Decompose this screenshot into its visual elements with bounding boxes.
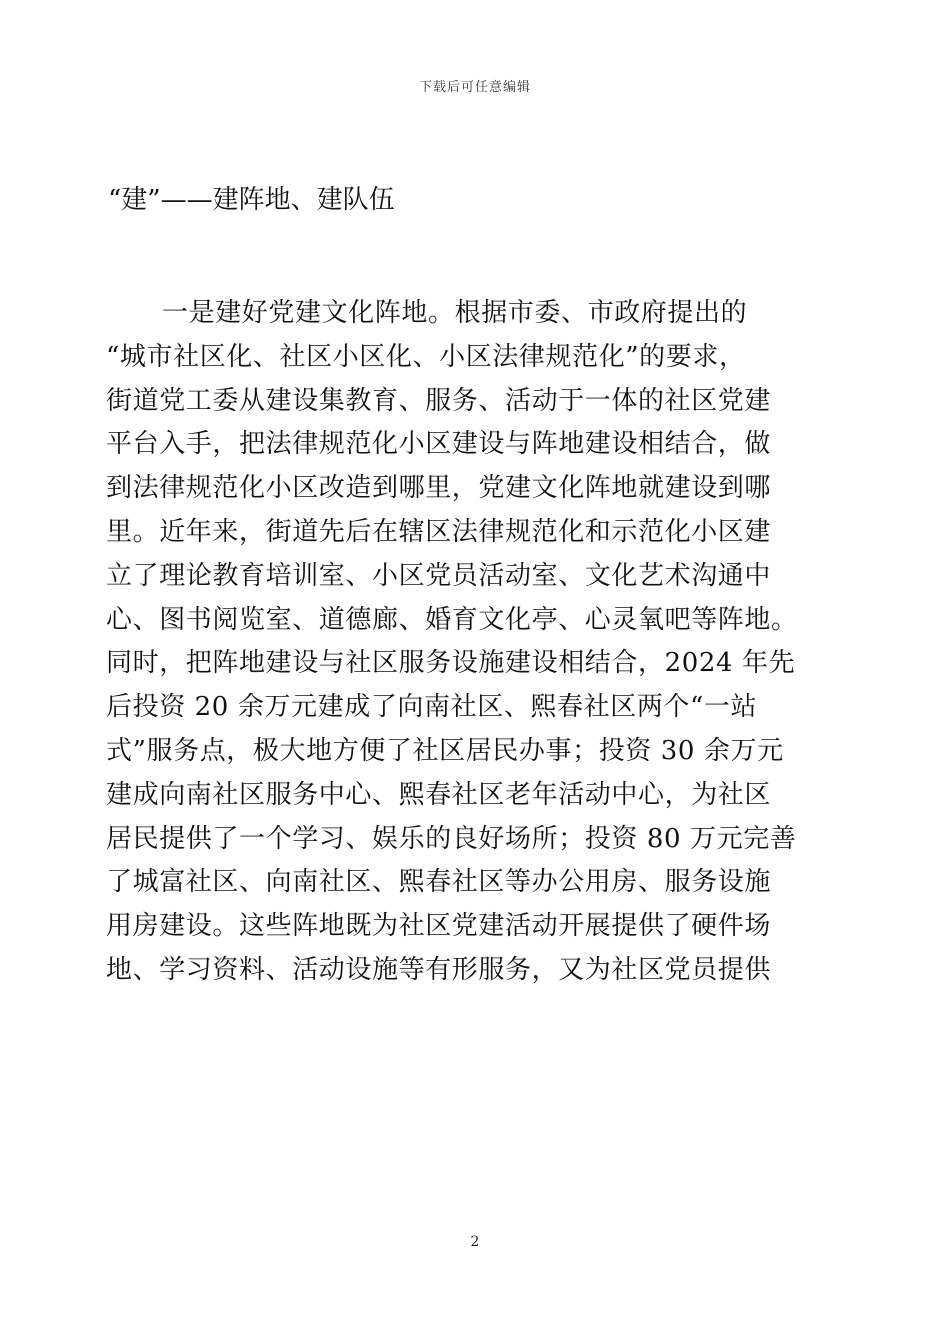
body-line: “城市社区化、社区小区化、小区法律规范化”的要求，: [106, 341, 746, 372]
body-line: 同时，把阵地建设与社区服务设施建设相结合，2024 年先: [106, 648, 796, 679]
body-line: 用房建设。这些阵地既为社区党建活动开展提供了硬件场: [106, 911, 772, 942]
body-line: 里。近年来，街道先后在辖区法律规范化和示范化小区建: [106, 516, 772, 547]
body-paragraph: [106, 292, 846, 993]
body-line: 立了理论教育培训室、小区党员活动室、文化艺术沟通中: [106, 560, 772, 591]
body-line: 后投资 20 余万元建成了向南社区、熙春社区两个“一站: [106, 692, 758, 723]
body-line: 了城富社区、向南社区、熙春社区等办公用房、服务设施: [106, 867, 772, 898]
section-heading: “建”——建阵地、建队伍: [108, 185, 395, 215]
body-line: 心、图书阅览室、道德廊、婚育文化亭、心灵氧吧等阵地。: [106, 604, 798, 635]
page-number: 2: [470, 1234, 480, 1250]
body-line: 到法律规范化小区改造到哪里，党建文化阵地就建设到哪: [106, 473, 772, 504]
body-line: 街道党工委从建设集教育、服务、活动于一体的社区党建: [106, 385, 772, 416]
body-line: 建成向南社区服务中心、熙春社区老年活动中心，为社区: [106, 779, 772, 810]
header-note: 下载后可任意编辑: [418, 80, 531, 95]
body-line: 居民提供了一个学习、娱乐的良好场所；投资 80 万元完善: [106, 823, 797, 854]
body-line: 地、学习资料、活动设施等有形服务，又为社区党员提供: [106, 954, 772, 985]
body-line: 一是建好党建文化阵地。根据市委、市政府提出的: [162, 298, 748, 328]
body-line: 式”服务点，极大地方便了社区居民办事；投资 30 余万元: [106, 735, 784, 766]
body-line: 平台入手，把法律规范化小区建设与阵地建设相结合，做: [106, 429, 772, 460]
